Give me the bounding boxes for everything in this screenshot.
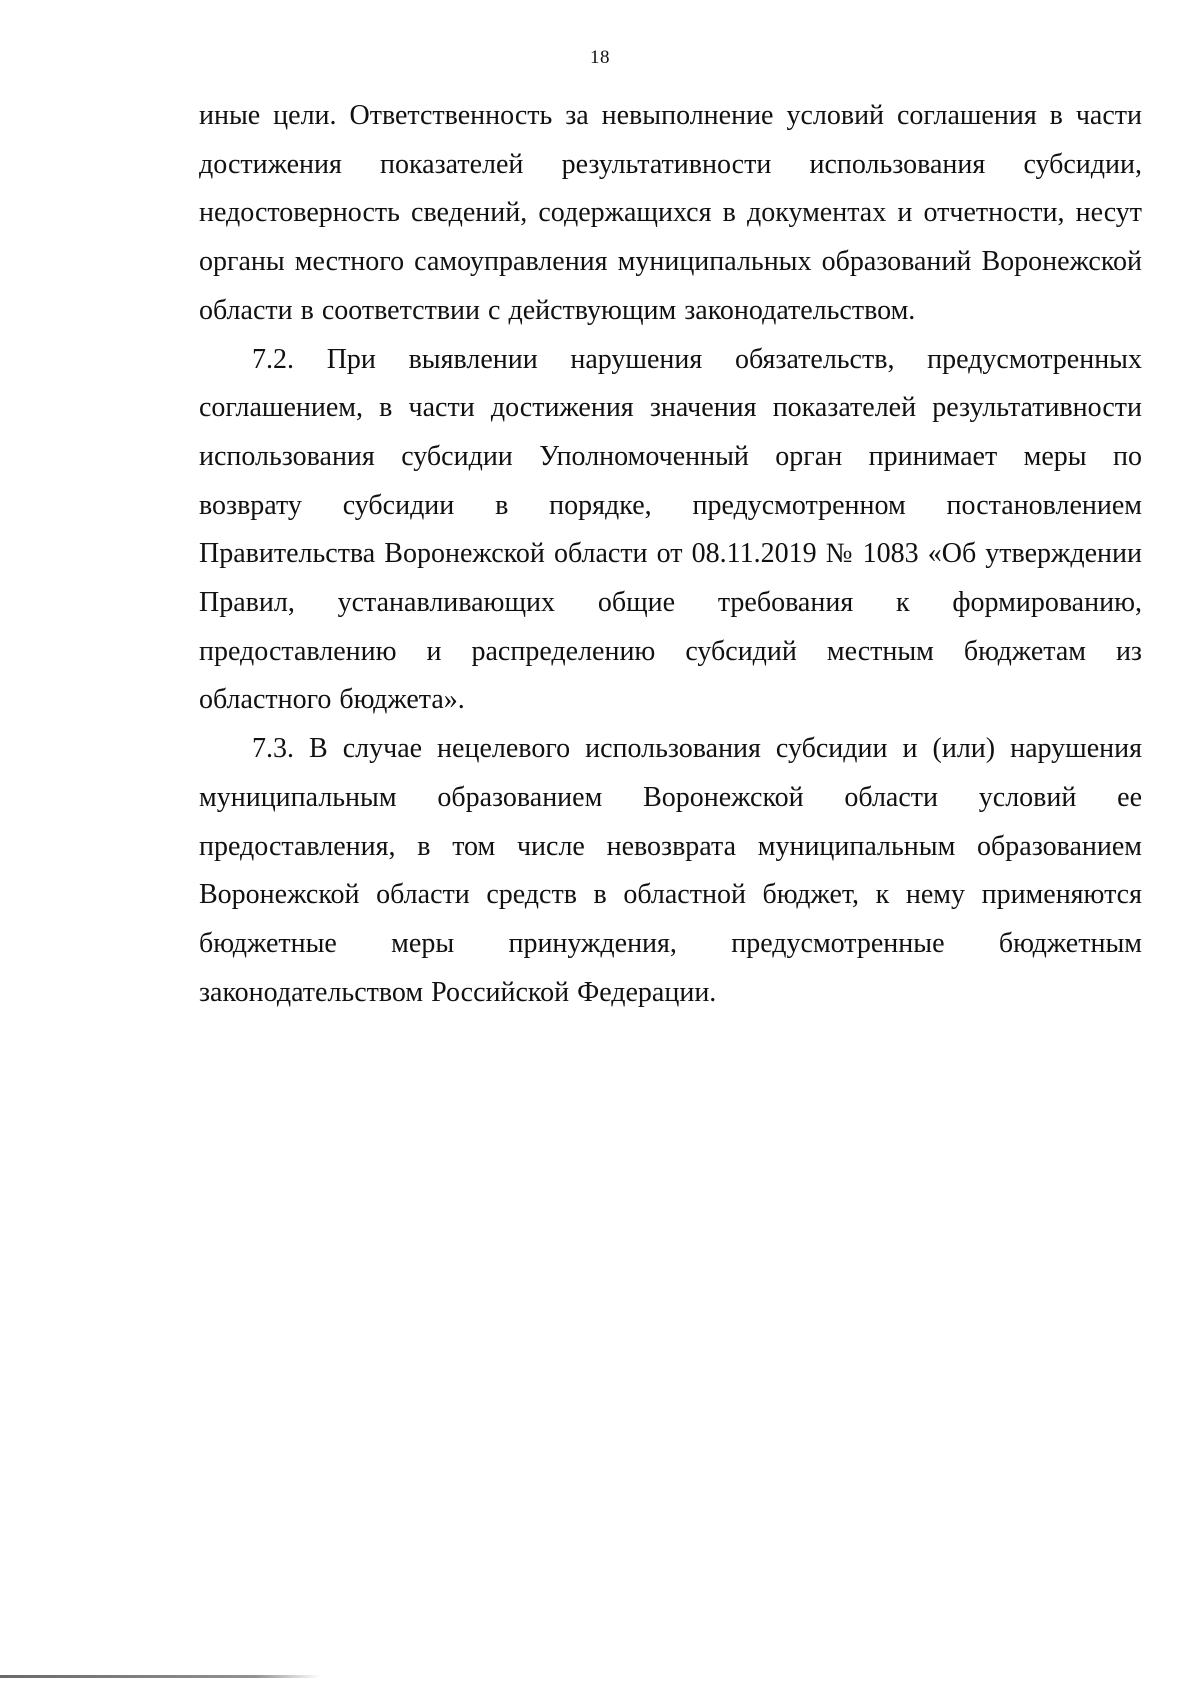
- paragraph-7-2: 7.2. При выявлении нарушения обязательств, предусмотренных соглашением, в части достижения значения показателей результативности использования субсидии Уполномоченный орган принимает меры по возврату субсидии в порядке, предусмотренном постановлением Правительства Воронежской области от 08.11.2019 № 1083 «Об утверждении Правил, устанавливающих общие требования к формированию, предоставлению и распределению субсидий местным бюджетам из областного бюджета».: [199, 343, 1142, 716]
- document-body: [199, 92, 1142, 1017]
- scan-edge-line: [0, 1675, 320, 1678]
- paragraph-7-3: 7.3. В случае нецелевого использования субсидии и (или) нарушения муниципальным образованием Воронежской области условий ее предоставления, в том числе невозврата муниципальным образованием Воронежской области средств в областной бюджет, к нему применяются бюджетные меры принуждения, предусмотренные бюджетным законодательством Российской Федерации.: [199, 733, 1142, 1008]
- paragraph-continuation: иные цели. Ответственность за невыполнение условий соглашения в части достижения показателей результативности использования субсидии, недостоверность сведений, содержащихся в документах и отчетности, несут органы местного самоуправления муниципальных образований Воронежской области в соответствии с действующим законодательством.: [199, 100, 1142, 326]
- page-number: 18: [590, 47, 610, 68]
